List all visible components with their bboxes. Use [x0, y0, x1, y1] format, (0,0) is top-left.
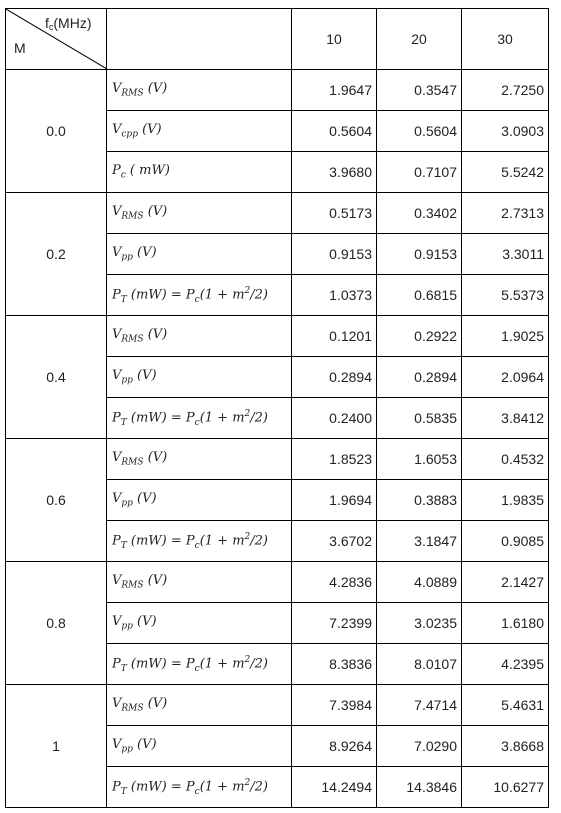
value-cell: 7.0290	[377, 726, 462, 767]
parameter-label-cell: $V_{cpp}$ (V)	[107, 111, 292, 152]
parameter-header-cell	[107, 9, 292, 70]
parameter-label-cell: $V_{RMS}$ (V)	[107, 193, 292, 234]
value-cell: 0.5835	[377, 398, 462, 439]
parameter-label-cell: $V_{pp}$ (V)	[107, 357, 292, 398]
value-cell: 4.2836	[292, 562, 377, 603]
value-cell: 0.2400	[292, 398, 377, 439]
freq-header-30: 30	[462, 9, 549, 70]
value-cell: 7.4714	[377, 685, 462, 726]
value-cell: 0.1201	[292, 316, 377, 357]
value-cell: 0.7107	[377, 152, 462, 193]
value-cell: 1.9025	[462, 316, 549, 357]
value-cell: 14.3846	[377, 767, 462, 808]
value-cell: 0.5604	[377, 111, 462, 152]
parameter-label-cell: $P_T$ $(mW) = P_c(1 + m^2/2)$	[107, 767, 292, 808]
modulation-index-cell: 0.8	[6, 562, 107, 685]
value-cell: 5.4631	[462, 685, 549, 726]
value-cell: 3.3011	[462, 234, 549, 275]
value-cell: 0.2894	[292, 357, 377, 398]
corner-header-cell	[6, 9, 107, 70]
fc-header-label: $f_c(MHz)$	[45, 15, 92, 32]
parameter-label-cell: $P_T$ $(mW) = P_c(1 + m^2/2)$	[107, 398, 292, 439]
value-cell: 3.1847	[377, 521, 462, 562]
value-cell: 7.2399	[292, 603, 377, 644]
parameter-label-cell: $V_{pp}$ (V)	[107, 726, 292, 767]
table-row	[6, 685, 549, 726]
table-row	[6, 439, 549, 480]
freq-header-10: 10	[292, 9, 377, 70]
table-row	[6, 316, 549, 357]
value-cell: 1.6180	[462, 603, 549, 644]
value-cell: 5.5373	[462, 275, 549, 316]
parameter-label-cell: $P_T$ $(mW) = P_c(1 + m^2/2)$	[107, 521, 292, 562]
modulation-index-cell: 0.0	[6, 70, 107, 193]
value-cell: 4.0889	[377, 562, 462, 603]
value-cell: 0.9085	[462, 521, 549, 562]
value-cell: 2.7313	[462, 193, 549, 234]
value-cell: 8.3836	[292, 644, 377, 685]
parameter-label-cell: $V_{RMS}$ (V)	[107, 562, 292, 603]
value-cell: 1.9694	[292, 480, 377, 521]
value-cell: 0.5604	[292, 111, 377, 152]
value-cell: 0.6815	[377, 275, 462, 316]
value-cell: 10.6277	[462, 767, 549, 808]
value-cell: 0.3883	[377, 480, 462, 521]
value-cell: 0.5173	[292, 193, 377, 234]
value-cell: 1.9647	[292, 70, 377, 111]
value-cell: 5.5242	[462, 152, 549, 193]
parameter-label-cell: $V_{RMS}$ (V)	[107, 316, 292, 357]
table-row	[6, 70, 549, 111]
parameter-label-cell: $P_T$ $(mW) = P_c(1 + m^2/2)$	[107, 275, 292, 316]
table-row	[6, 193, 549, 234]
parameter-label-cell: $V_{pp}$ (V)	[107, 234, 292, 275]
value-cell: 0.2922	[377, 316, 462, 357]
value-cell: 0.9153	[377, 234, 462, 275]
parameter-label-cell: $V_{RMS}$ (V)	[107, 685, 292, 726]
parameter-label-cell: $V_{RMS}$ (V)	[107, 70, 292, 111]
value-cell: 2.0964	[462, 357, 549, 398]
value-cell: 2.1427	[462, 562, 549, 603]
parameter-label-cell: $P_c$ ( mW)	[107, 152, 292, 193]
value-cell: 1.0373	[292, 275, 377, 316]
value-cell: 1.9835	[462, 480, 549, 521]
value-cell: 0.9153	[292, 234, 377, 275]
value-cell: 1.6053	[377, 439, 462, 480]
value-cell: 1.8523	[292, 439, 377, 480]
parameter-label-cell: $V_{pp}$ (V)	[107, 480, 292, 521]
table-row	[6, 562, 549, 603]
value-cell: 3.0903	[462, 111, 549, 152]
value-cell: 2.7250	[462, 70, 549, 111]
m-header-label: M	[14, 40, 26, 56]
value-cell: 8.0107	[377, 644, 462, 685]
freq-header-20: 20	[377, 9, 462, 70]
parameter-label-cell: $V_{pp}$ (V)	[107, 603, 292, 644]
header-row	[6, 9, 549, 70]
value-cell: 14.2494	[292, 767, 377, 808]
value-cell: 0.4532	[462, 439, 549, 480]
value-cell: 0.3547	[377, 70, 462, 111]
value-cell: 4.2395	[462, 644, 549, 685]
modulation-index-cell: 0.4	[6, 316, 107, 439]
value-cell: 3.9680	[292, 152, 377, 193]
value-cell: 8.9264	[292, 726, 377, 767]
value-cell: 3.8668	[462, 726, 549, 767]
value-cell: 7.3984	[292, 685, 377, 726]
parameter-label-cell: $P_T$ $(mW) = P_c(1 + m^2/2)$	[107, 644, 292, 685]
value-cell: 0.2894	[377, 357, 462, 398]
value-cell: 3.6702	[292, 521, 377, 562]
value-cell: 0.3402	[377, 193, 462, 234]
value-cell: 3.8412	[462, 398, 549, 439]
modulation-index-cell: 1	[6, 685, 107, 808]
modulation-index-cell: 0.6	[6, 439, 107, 562]
parameter-label-cell: $V_{RMS}$ (V)	[107, 439, 292, 480]
am-measurement-table	[5, 8, 549, 808]
modulation-index-cell: 0.2	[6, 193, 107, 316]
value-cell: 3.0235	[377, 603, 462, 644]
